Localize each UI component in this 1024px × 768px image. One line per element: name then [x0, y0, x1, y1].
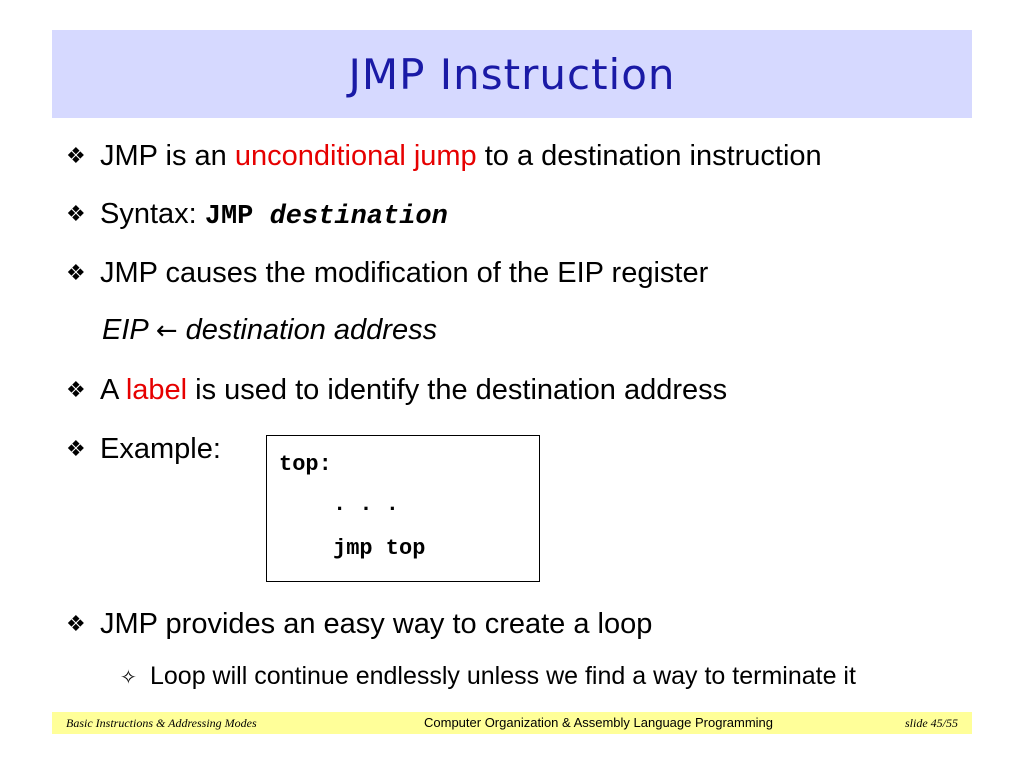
- title-bar: [52, 30, 972, 118]
- left-arrow-icon: ←: [155, 316, 178, 346]
- bullet-text: JMP causes the modification of the EIP register: [100, 257, 709, 289]
- bullet-eip-modification: [66, 256, 708, 290]
- formula-target: destination address: [185, 314, 438, 346]
- bullet-example: [66, 432, 221, 466]
- highlight-text: label: [125, 374, 188, 406]
- diamond-bullet-icon: ❖: [66, 611, 86, 636]
- footer-course-title: Computer Organization & Assembly Language Programming: [424, 715, 774, 730]
- sub-bullet-text: Loop will continue endlessly unless we find a way to terminate it: [150, 662, 856, 690]
- bullet-text: JMP provides an easy way to create a loop: [100, 608, 653, 640]
- code-line-ellipsis: . . .: [333, 492, 400, 517]
- diamond-bullet-icon: ❖: [66, 201, 86, 226]
- code-line-jmp: jmp top: [333, 536, 426, 561]
- bullet-label: [66, 373, 727, 407]
- highlight-text: unconditional jump: [234, 140, 477, 172]
- footer-bar: [52, 712, 972, 734]
- slide-number: slide 45/55: [905, 716, 958, 730]
- syntax-argument: destination: [269, 202, 448, 232]
- bullet-loop: [66, 607, 652, 641]
- bullet-text: JMP is an: [100, 140, 235, 172]
- eip-formula: [102, 314, 437, 347]
- syntax-keyword: JMP: [204, 202, 270, 232]
- diamond-bullet-icon: ❖: [66, 436, 86, 461]
- bullet-text: Syntax:: [100, 198, 205, 230]
- bullet-text: Example:: [100, 433, 221, 465]
- star-outline-bullet-icon: ✧: [120, 667, 137, 689]
- formula-register: EIP: [102, 314, 148, 346]
- code-line-label: top:: [279, 452, 332, 477]
- diamond-bullet-icon: ❖: [66, 377, 86, 402]
- bullet-text: is used to identify the destination address: [187, 374, 728, 406]
- bullet-unconditional-jump: [66, 139, 822, 173]
- bullet-syntax: [66, 197, 448, 234]
- footer-course-topic: Basic Instructions & Addressing Modes: [66, 716, 257, 730]
- diamond-bullet-icon: ❖: [66, 143, 86, 168]
- sub-bullet-endless-loop: [120, 662, 856, 691]
- code-example-box: [266, 435, 540, 582]
- bullet-text: A: [100, 374, 126, 406]
- diamond-bullet-icon: ❖: [66, 260, 86, 285]
- slide-title: JMP Instruction: [348, 49, 676, 99]
- bullet-text: to a destination instruction: [476, 140, 822, 172]
